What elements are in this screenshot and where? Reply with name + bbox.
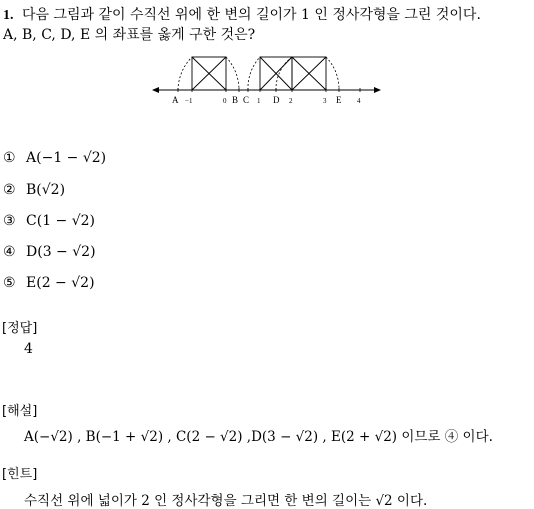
explanation-heading: [해설] xyxy=(2,404,38,419)
arrow-right-icon xyxy=(374,87,381,93)
choice-2[interactable] xyxy=(3,182,65,198)
choice-text: A(−1 − √2) xyxy=(26,150,107,166)
choice-text: E(2 − √2) xyxy=(26,275,95,291)
square-3 xyxy=(292,57,326,90)
number-line-figure xyxy=(150,50,382,110)
label-minus-1: −1 xyxy=(185,97,193,105)
label-E: E xyxy=(336,95,342,105)
label-0: 0 xyxy=(223,97,227,105)
square-1 xyxy=(192,57,226,90)
label-D: D xyxy=(273,95,280,105)
arc-middle xyxy=(276,57,292,90)
hint-text: 수직선 위에 넓이가 2 인 정사각형을 그리면 한 변의 길이는 √2 이다. xyxy=(24,493,428,509)
choice-text: C(1 − √2) xyxy=(26,213,96,229)
question-number: 1. xyxy=(3,8,14,23)
choice-number: ⑤ xyxy=(3,275,16,291)
arc-left-1 xyxy=(178,57,192,90)
label-B: B xyxy=(232,95,239,105)
choice-number: ④ xyxy=(3,244,16,260)
explanation-text: A(−√2) , B(−1 + √2) , C(2 − √2) ,D(3 − √2) , E(2 + √2) 이므로 ④ 이다. xyxy=(24,429,493,445)
arc-right-1 xyxy=(226,57,239,90)
arrow-left-icon xyxy=(152,87,159,93)
choice-1[interactable] xyxy=(3,150,106,166)
label-4: 4 xyxy=(357,97,361,105)
answer-heading: [정답] xyxy=(2,321,38,336)
choice-text: D(3 − √2) xyxy=(26,244,96,260)
choice-number: ① xyxy=(3,150,16,166)
question-text: 다음 그림과 같이 수직선 위에 한 변의 길이가 1 인 정사각형을 그린 것이다. xyxy=(21,7,481,23)
choice-number: ③ xyxy=(3,213,16,229)
label-3: 3 xyxy=(323,97,327,105)
hint-heading: [힌트] xyxy=(2,467,38,482)
answer-value: 4 xyxy=(24,341,33,357)
label-A: A xyxy=(172,95,179,105)
arc-right-2 xyxy=(326,57,339,90)
choice-3[interactable] xyxy=(3,213,95,229)
question-line-2: A, B, C, D, E 의 좌표를 옳게 구한 것은? xyxy=(3,27,256,43)
label-1: 1 xyxy=(257,97,261,105)
label-C: C xyxy=(243,95,250,105)
choice-number: ② xyxy=(3,182,16,198)
choice-4[interactable] xyxy=(3,244,96,260)
choice-5[interactable] xyxy=(3,275,95,291)
choice-text: B(√2) xyxy=(26,182,66,198)
label-2: 2 xyxy=(289,97,293,105)
arc-left-2 xyxy=(248,57,260,90)
question-line-1 xyxy=(3,4,481,24)
